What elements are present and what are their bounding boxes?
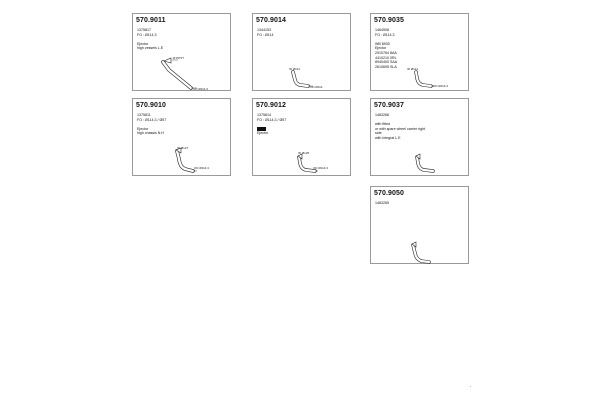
detail-line: FO : Ø114,3 / Ø57 (257, 117, 287, 122)
detail-line: 1483265 (375, 201, 389, 205)
detail-line: with fitted (375, 122, 391, 127)
part-number: 570.9012 (256, 102, 286, 109)
part-card-570-9010[interactable] (132, 98, 231, 176)
detail-line: Ejector (137, 126, 149, 131)
stray-dot (470, 386, 471, 387)
detail-line: Ejector (257, 131, 269, 136)
detail-line: 4410210 0RL (375, 55, 397, 60)
detail-line: or with spare wheel carrier right (375, 126, 426, 131)
detail-line: FO : Ø114 (257, 32, 274, 37)
exhaust-pipe-drawing (133, 99, 232, 177)
detail-line: FO : Ø114,3 (375, 32, 395, 37)
dim-label: OD Ø114,3 (433, 84, 448, 88)
part-number: 570.9011 (136, 17, 166, 24)
detail-line: with integral L.E (375, 135, 401, 140)
dim-label: ID Ø127 (177, 146, 189, 150)
detail-line: 1375814 (257, 113, 271, 117)
part-card-570-9014[interactable] (252, 13, 351, 91)
part-card-570-9012[interactable] (252, 98, 351, 176)
dim-label: OD Ø114,3 (313, 166, 328, 170)
detail-line: 2910764 8AA (375, 50, 397, 55)
exhaust-pipe-drawing (371, 99, 470, 177)
dim-label: ID Ø114 (407, 67, 418, 71)
part-card-570-9011[interactable] (132, 13, 231, 91)
dim-label: OD Ø114 (310, 85, 323, 89)
dim-label: ID Ø125 (298, 151, 310, 155)
part-number: 570.9050 (374, 190, 404, 197)
part-card-570-9037[interactable] (370, 98, 469, 176)
dim-label: Ø 80*2? (173, 56, 185, 60)
dim-label: OD Ø114,3 (193, 87, 208, 91)
exhaust-pipe-drawing (371, 187, 470, 265)
exhaust-pipe-drawing (253, 14, 352, 92)
detail-line: 2610695 SLA (375, 64, 397, 69)
dim-label: ID Ø114 (289, 67, 300, 71)
exhaust-pipe-drawing (253, 99, 352, 177)
dim-label: OD Ø114,3 (194, 166, 209, 170)
exhaust-pipe-drawing (371, 14, 470, 92)
part-number: 570.9014 (256, 17, 286, 24)
part-number: 570.9010 (136, 102, 166, 109)
detail-line: 1483268 (375, 113, 389, 117)
part-card-570-9035[interactable] (370, 13, 469, 91)
detail-line: 1375811 (137, 113, 151, 117)
exhaust-pipe-drawing (133, 14, 232, 92)
detail-line: 1344153 (257, 28, 271, 32)
detail-line: Ejector (375, 46, 387, 51)
detail-line: 8940400 SAA (375, 60, 398, 65)
part-number: 570.9035 (374, 17, 404, 24)
detail-line: side (375, 131, 382, 136)
detail-line: high vessels L.E (137, 46, 164, 51)
part-number: 570.9037 (374, 102, 404, 109)
detail-line: FO : Ø114,3 (137, 32, 157, 37)
detail-line: FO : Ø114,3 / Ø57 (137, 117, 167, 122)
part-card-570-9050[interactable] (370, 186, 469, 264)
detail-line: high chassis N.H (137, 131, 164, 136)
detail-line: WB 8930 (375, 41, 390, 46)
detail-line: Ejector (137, 41, 149, 46)
detail-line: 1375817 (137, 28, 151, 32)
detail-line: 1464908 (375, 28, 389, 32)
